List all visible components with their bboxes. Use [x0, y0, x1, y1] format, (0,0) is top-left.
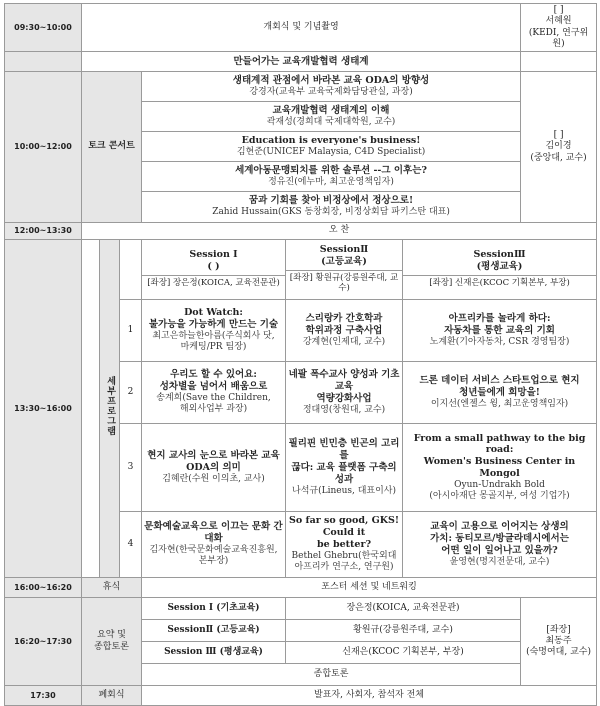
name-box: [ ] — [553, 130, 564, 141]
time-cell: 09:30~10:00 — [5, 4, 82, 52]
row-opening — [5, 4, 597, 52]
presentation-cell: 네팔 폭수교사 양성과 기초교육 역량강화사업 정대영(창원대, 교수) — [286, 362, 403, 424]
moderator-affiliation: (숙명여대, 교수) — [526, 647, 591, 658]
seminar-program-label: 세부프로그램 — [100, 240, 120, 578]
row-number: 2 — [120, 362, 142, 424]
talk-title: Education is everyone's business! — [241, 134, 421, 146]
time-cell: 16:20~17:30 — [5, 598, 82, 686]
summary-session: Session Ⅰ (기초교육) — [142, 598, 286, 620]
session-1-header — [142, 240, 286, 300]
session-subtitle: (고등교육) — [321, 255, 367, 267]
talk-title: 세계아동문맹퇴치를 위한 솔루션 --그 이후는? — [235, 164, 427, 176]
break-label: 휴식 — [82, 578, 142, 598]
opening-moderator — [521, 4, 597, 52]
time-cell: 17:30 — [5, 686, 82, 706]
talk-concert-label: 토크 콘서트 — [82, 72, 142, 223]
session-subtitle: (평생교육) — [476, 261, 523, 273]
presentation-cell: From a small pathway to the big road: Women's Business Center in Mongol Oyun-Undrakh Bold (아시아재단 몽골지부, 여성 기업가) — [403, 424, 597, 512]
talk-item — [142, 162, 521, 192]
row-session-header — [5, 240, 597, 300]
summary-person: 장은정(KOICA, 교육전문관) — [286, 598, 521, 620]
talk-item — [142, 192, 521, 223]
talk-speaker: 강경자(교육부 교육국제화담당관실, 과장) — [249, 86, 413, 97]
closing-content: 발표자, 사회자, 참석자 전체 — [142, 686, 597, 706]
summary-person: 황원규(강릉원주대, 교수) — [286, 620, 521, 642]
presentation-cell: 문화예술교육으로 이끄는 문화 간 대화 김자현(한국문화예술교육진흥원, 본부장) — [142, 512, 286, 578]
talk-speaker: 곽재성(경희대 국제대학원, 교수) — [266, 116, 396, 127]
moderator-label: [좌장] — [546, 624, 571, 635]
discussion-label: 종합토론 — [142, 664, 521, 686]
opening-event: 개회식 및 기념촬영 — [82, 4, 521, 52]
moderator-affiliation: (중앙대, 교수) — [530, 152, 587, 163]
moderator-name: 서혜원 — [545, 16, 572, 27]
talk-item — [142, 132, 521, 162]
summary-session: SessionⅡ (고등교육) — [142, 620, 286, 642]
presentation-cell: 교육이 고용으로 이어지는 상생의 가치: 동티모르/방글라데시에서는 어떤 일이 일어나고 있을까? 윤영현(명지전문대, 교수) — [403, 512, 597, 578]
closing-label: 폐회식 — [82, 686, 142, 706]
summary-label: 요약 및 종합토론 — [82, 598, 142, 686]
talk-speaker: Zahid Hussain(GKS 동창회장, 비정상회담 파키스탄 대표) — [212, 207, 450, 218]
row-number: 1 — [120, 300, 142, 362]
ecosystem-header: 만들어가는 교육개발협력 생태계 — [82, 52, 521, 72]
schedule-table — [4, 3, 597, 706]
session-subtitle: ( ) — [207, 261, 220, 273]
session-name: Session Ⅰ — [189, 249, 238, 261]
time-cell: 12:00~13:30 — [5, 223, 82, 240]
talk-moderator — [521, 72, 597, 223]
summary-moderator — [521, 598, 597, 686]
presentation-cell: 현지 교사의 눈으로 바라본 교육 ODA의 의미 김혜란(수원 이의초, 교사) — [142, 424, 286, 512]
summary-row — [5, 598, 597, 620]
talk-row — [5, 72, 597, 102]
row-lunch — [5, 223, 597, 240]
talk-title: 꿈과 기회를 찾아 비정상에서 정상으로! — [248, 195, 414, 207]
talk-item — [142, 72, 521, 102]
presentation-cell: 아프리카를 놀라게 하다: 자동차를 통한 교육의 기회 노계환(기아자동차, CSR 경영팀장) — [403, 300, 597, 362]
row-ecosystem-header — [5, 52, 597, 72]
talk-speaker: 김현준(UNICEF Malaysia, C4D Specialist) — [236, 146, 426, 157]
talk-title: 교육개발협력 생태계의 이해 — [272, 104, 390, 116]
presentation-cell: 드론 데이터 서비스 스타트업으로 현지 청년들에게 희망을! 이지선(엔젤스 윙, 최고운영책임자) — [403, 362, 597, 424]
talk-item — [142, 102, 521, 132]
row-number: 4 — [120, 512, 142, 578]
row-number: 3 — [120, 424, 142, 512]
summary-session: Session Ⅲ (평생교육) — [142, 642, 286, 664]
time-cell: 10:00~12:00 — [5, 72, 82, 223]
presentation-cell: Dot Watch: 불가능을 가능하게 만드는 기술 최고은하늘한아름(주식회사 닷, 마케팅/PR 팀장) — [142, 300, 286, 362]
presentation-cell: 우리도 할 수 있어요: 성차별을 넘어서 배움으로 송계희(Save the Children, 해외사업부 과장) — [142, 362, 286, 424]
moderator-name: 최동주 — [545, 635, 572, 646]
talk-speaker: 정유진(에누마, 최고운영책임자) — [268, 176, 394, 187]
break-content: 포스터 세션 및 네트워킹 — [142, 578, 597, 598]
session-moderator: [좌장] 신재은(KCOC 기획본부, 부장) — [403, 275, 596, 291]
moderator-name: 김이경 — [545, 141, 572, 152]
time-cell: 13:30~16:00 — [5, 240, 82, 578]
session-name: SessionⅢ — [473, 249, 526, 261]
session-3-header — [403, 240, 597, 300]
session-name: SessionⅡ — [319, 244, 369, 255]
presentation-cell: So far so good, GKS! Could it be better? Bethel Ghebru(한국외대 아프리카 연구소, 연구원) — [286, 512, 403, 578]
session-moderator: [좌장] 황원규(강릉원주대, 교수) — [286, 270, 402, 296]
moderator-affiliation: (KEDI, 연구위원) — [528, 27, 589, 49]
row-closing — [5, 686, 597, 706]
session-moderator: [좌장] 장은정(KOICA, 교육전문관) — [142, 275, 285, 291]
talk-title: 생태계적 관점에서 바라본 교육 ODA의 방향성 — [232, 74, 430, 86]
name-box: [ ] — [553, 5, 564, 15]
time-cell: 16:00~16:20 — [5, 578, 82, 598]
presentation-cell: 스리랑카 간호학과 학위과정 구축사업 강계현(인제대, 교수) — [286, 300, 403, 362]
row-break — [5, 578, 597, 598]
session-2-header — [286, 240, 403, 300]
summary-person: 신재은(KCOC 기획본부, 부장) — [286, 642, 521, 664]
lunch-label: 오 찬 — [82, 223, 597, 240]
presentation-cell: 필리핀 빈민층 빈곤의 고리를 끊다: 교육 플랫폼 구축의 성과 나석규(Lineus, 대표이사) — [286, 424, 403, 512]
